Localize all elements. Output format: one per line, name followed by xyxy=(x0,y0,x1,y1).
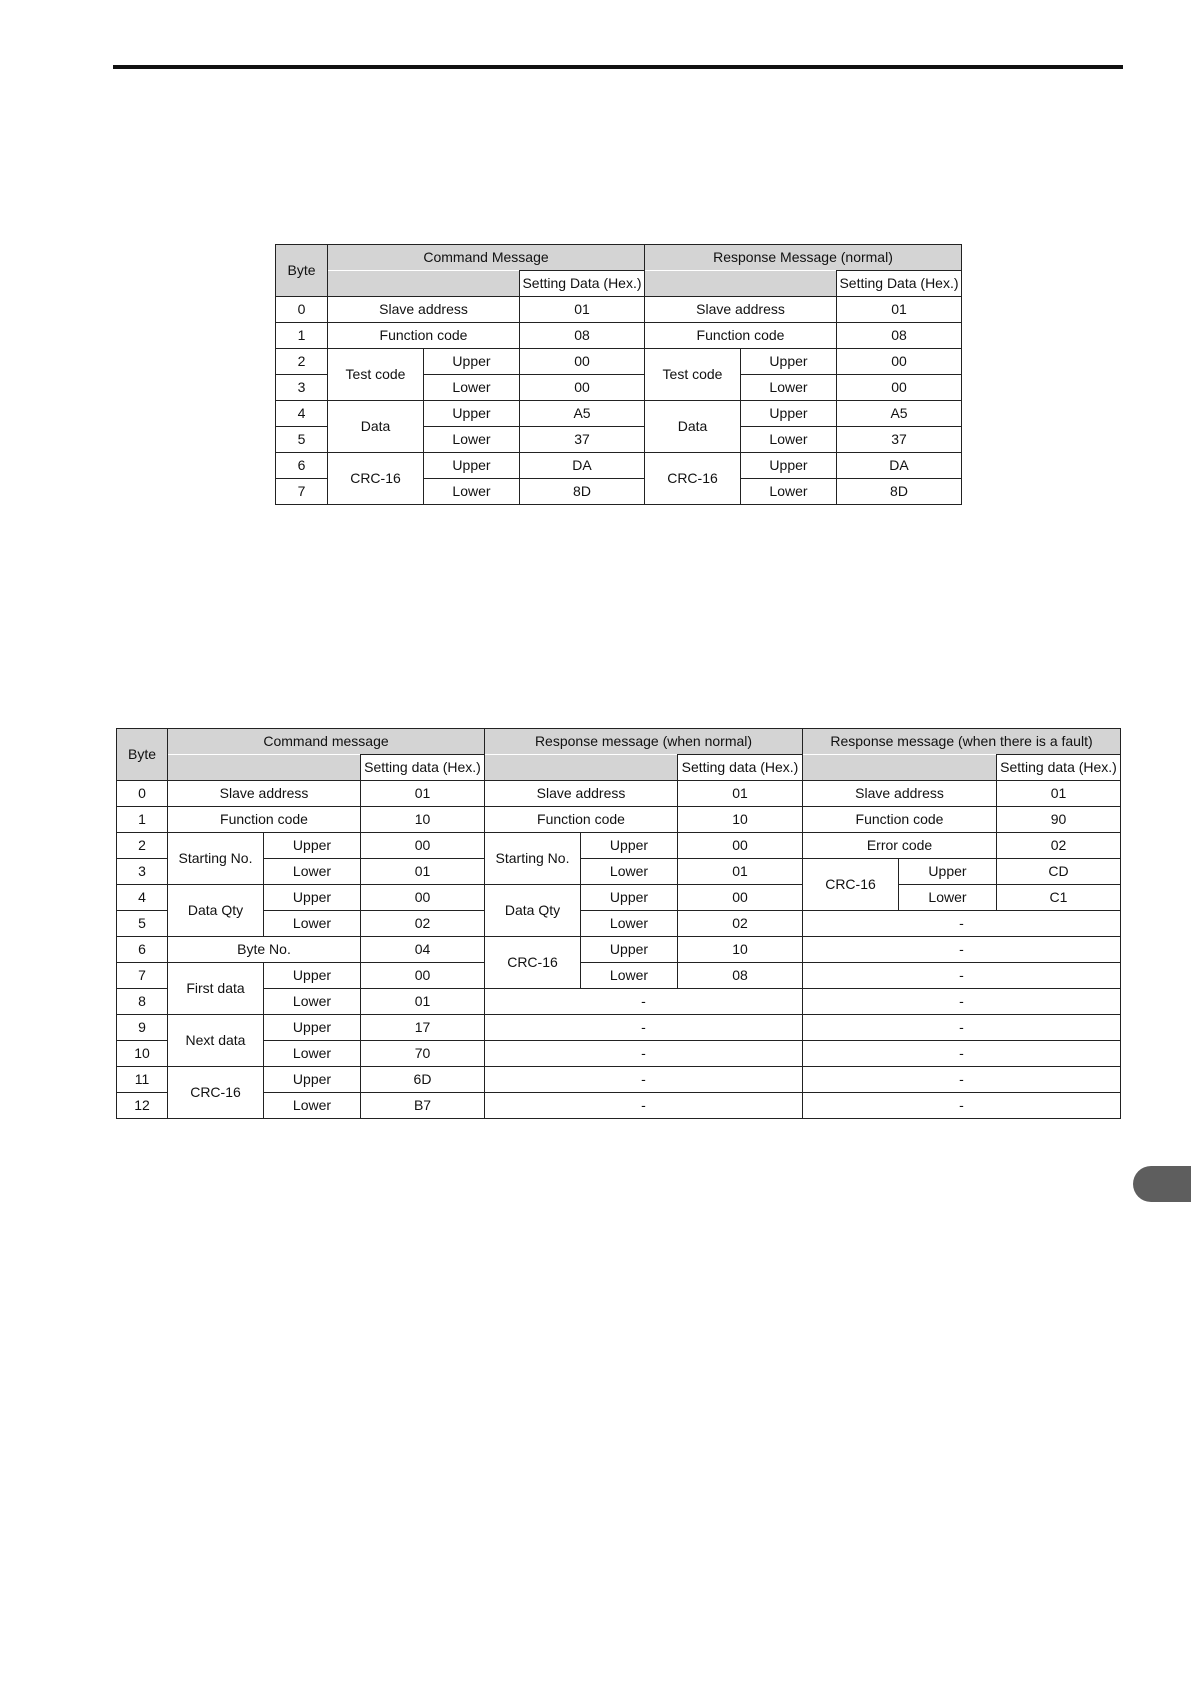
table-row: 3 Lower 00 Lower 00 xyxy=(276,375,962,401)
fault-setting-header: Setting data (Hex.) xyxy=(997,755,1121,781)
command-setting-header: Setting Data (Hex.) xyxy=(520,271,645,297)
command-message-header: Command Message xyxy=(328,245,645,271)
byte-header: Byte xyxy=(276,245,328,297)
write-multiple-registers-table xyxy=(116,728,1121,1119)
table-row: 6 CRC-16 Upper DA CRC-16 Upper DA xyxy=(276,453,962,479)
response-normal-header: Response message (when normal) xyxy=(485,729,803,755)
command-setting-header: Setting data (Hex.) xyxy=(361,755,485,781)
byte-header: Byte xyxy=(117,729,168,781)
table-row: 4 Data Qty Upper 00 Data Qty Upper 00 Lower C1 xyxy=(117,885,1121,911)
table-row: 0 Slave address 01 Slave address 01 Slave address 01 xyxy=(117,781,1121,807)
header-rule xyxy=(113,65,1123,69)
response-message-header: Response Message (normal) xyxy=(645,245,962,271)
response-fault-header: Response message (when there is a fault) xyxy=(803,729,1121,755)
table-row: 2 Starting No. Upper 00 Starting No. Upper 00 Error code 02 xyxy=(117,833,1121,859)
table-row: 6 Byte No. 04 CRC-16 Upper 10 - xyxy=(117,937,1121,963)
table-row: 11 CRC-16 Upper 6D - - xyxy=(117,1067,1121,1093)
table-row: 10 Lower 70 - - xyxy=(117,1041,1121,1067)
table-row: 1 Function code 10 Function code 10 Function code 90 xyxy=(117,807,1121,833)
command-message-header: Command message xyxy=(168,729,485,755)
response-setting-header: Setting Data (Hex.) xyxy=(837,271,962,297)
table-row: 2 Test code Upper 00 Test code Upper 00 xyxy=(276,349,962,375)
table-row: 3 Lower 01 Lower 01 CRC-16 Upper CD xyxy=(117,859,1121,885)
table-row: 5 Lower 02 Lower 02 - xyxy=(117,911,1121,937)
table-row: 9 Next data Upper 17 - - xyxy=(117,1015,1121,1041)
table-row: 8 Lower 01 - - xyxy=(117,989,1121,1015)
table-row: 5 Lower 37 Lower 37 xyxy=(276,427,962,453)
table-row: 1 Function code 08 Function code 08 xyxy=(276,323,962,349)
chapter-tab xyxy=(1133,1166,1191,1202)
table-row: 4 Data Upper A5 Data Upper A5 xyxy=(276,401,962,427)
loopback-test-table xyxy=(275,244,962,505)
table-row: 12 Lower B7 - - xyxy=(117,1093,1121,1119)
table-row: 0 Slave address 01 Slave address 01 xyxy=(276,297,962,323)
normal-setting-header: Setting data (Hex.) xyxy=(678,755,803,781)
table-row: 7 First data Upper 00 Lower 08 - xyxy=(117,963,1121,989)
table-row: 7 Lower 8D Lower 8D xyxy=(276,479,962,505)
